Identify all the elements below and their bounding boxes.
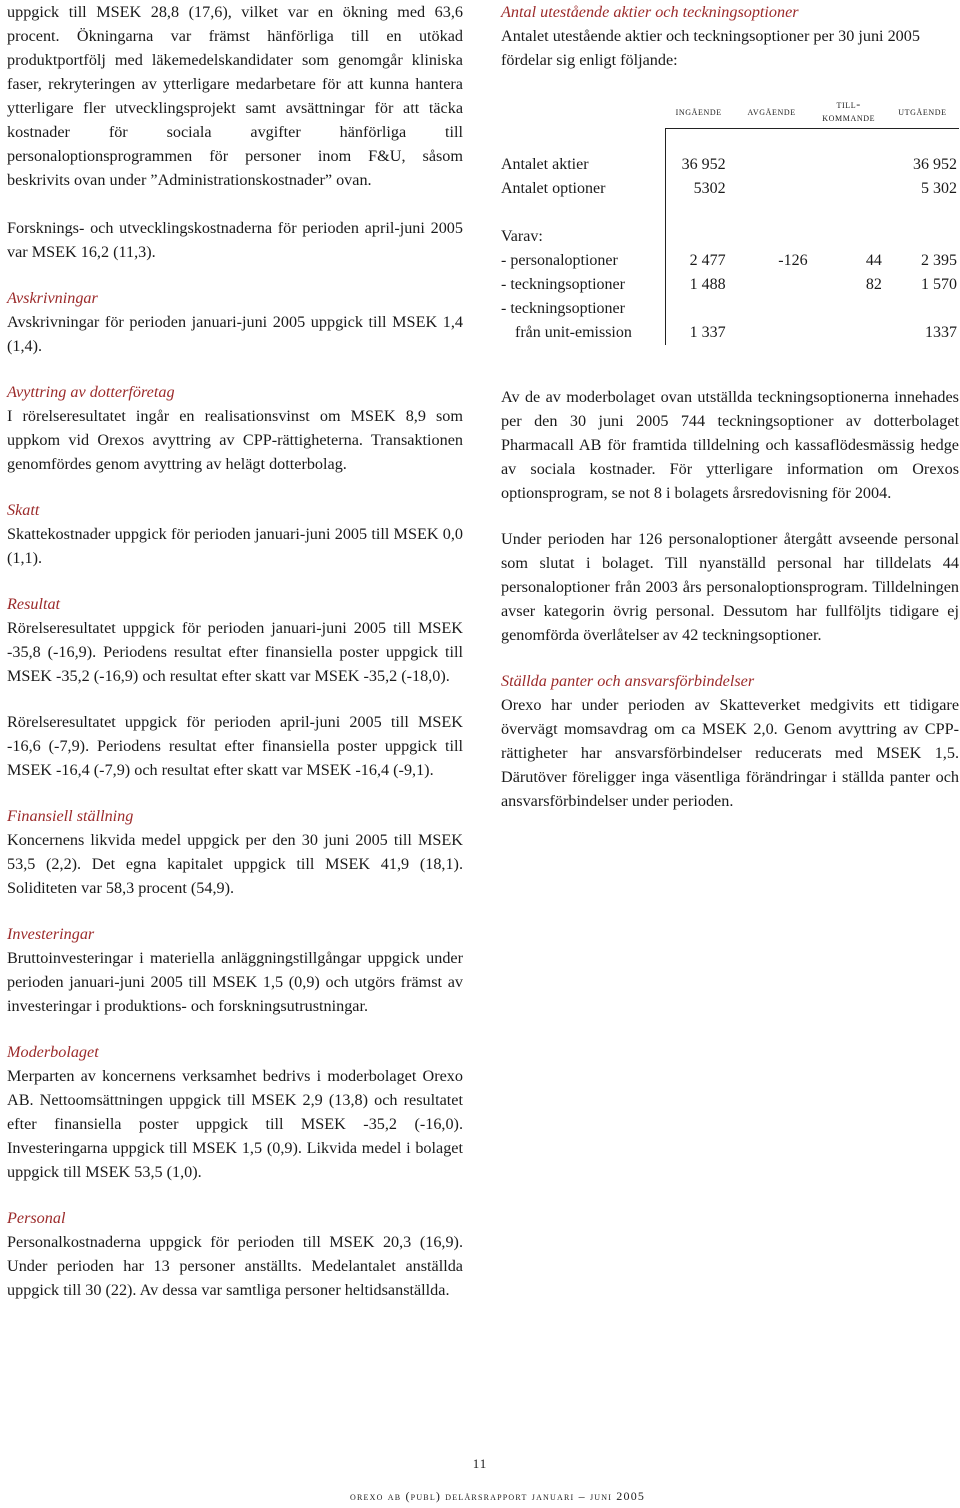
- paragraph-avskrivningar: Avskrivningar för perioden januari-juni 2005 uppgick till MSEK 1,4 (1,4).: [7, 313, 463, 355]
- table-header-row: [501, 94, 959, 129]
- paragraph-resultat-1: Rörelseresultatet uppgick för perioden januari-juni 2005 till MSEK -35,8 (-16,9). Periodens resultat efter finansiella poster uppgick till MSEK -35,2 (-16,9) och resultat efter skatt var MSEK -35,2 (-18,0).: [7, 619, 463, 685]
- heading-investeringar: Investeringar: [7, 925, 95, 943]
- page-number: 11: [472, 1456, 488, 1471]
- paragraph-investeringar: Bruttoinvesteringar i materiella anläggningstillgångar uppgick under perioden januari-juni 2005 till MSEK 1,5 (0,9) och utgörs främst av investeringar i produktions- och forskningsutrustningar.: [7, 949, 463, 1015]
- table-row: - teckningsoptioner: [501, 297, 959, 321]
- heading-personal: Personal: [7, 1209, 66, 1227]
- heading-skatt: Skatt: [7, 501, 40, 519]
- heading-avyttring: Avyttring av dotterföretag: [7, 383, 175, 401]
- table-row: Varav:: [501, 225, 959, 249]
- paragraph-finansiell-stallning: Koncernens likvida medel uppgick per den 30 juni 2005 till MSEK 53,5 (2,2). Det egna kapitalet uppgick till MSEK 41,9 (18,1). Soliditeten var 58,3 procent (54,9).: [7, 831, 463, 897]
- heading-antal-aktier: Antal utestående aktier och teckningsoptioner: [501, 3, 799, 21]
- col-tillkommande: till- kommande: [812, 94, 886, 129]
- right-column: [501, 0, 959, 813]
- paragraph-antal-aktier: Antalet utestående aktier och teckningsoptioner per 30 juni 2005 fördelar sig enligt följande:: [501, 27, 920, 69]
- table-row: från unit-emission 1 337 1337: [501, 321, 959, 345]
- paragraph-skatt: Skattekostnader uppgick för perioden januari-juni 2005 till MSEK 0,0 (1,1).: [7, 525, 463, 567]
- paragraph-moderbolaget: Merparten av koncernens verksamhet bedrivs i moderbolaget Orexo AB. Nettoomsättningen uppgick till MSEK 2,9 (13,8) och resultatet efter finansiella poster uppgick till MSEK -35,2 (-16,0). Investeringarna uppgick till MSEK 1,5 (0,9). Likvida medel i bolaget uppgick till MSEK 53,5 (1,0).: [7, 1067, 463, 1181]
- paragraph-rd-april-june: Forsknings- och utvecklingskostnaderna för perioden april-juni 2005 var MSEK 16,2 (11,3).: [7, 219, 463, 261]
- heading-finansiell-stallning: Finansiell ställning: [7, 807, 134, 825]
- footer: orexo ab (publ) delårsrapport januari – juni 2005: [350, 1489, 646, 1503]
- paragraph-personal: Personalkostnaderna uppgick för perioden till MSEK 20,3 (16,9). Under perioden har 13 personer anställts. Medelantalet anställda uppgick till 30 (22). Av dessa var samtliga personer heltidsanställda.: [7, 1233, 463, 1299]
- options-table: [501, 94, 959, 345]
- heading-stallda-panter: Ställda panter och ansvarsförbindelser: [501, 672, 755, 690]
- table-row: Antalet optioner 5302 5 302: [501, 177, 959, 201]
- paragraph-teckningsoptioner: Av de av moderbolaget ovan utställda teckningsoptionerna innehades per den 30 juni 2005 744 teckningsoptioner av dotterbolaget Pharmacall AB för framtida tilldelning och kassaflödesmässig hedge av sociala kostnader. För ytterligare information om Orexos optionsprogram, se not 8 i bolagets årsredovisning för 2004.: [501, 388, 959, 502]
- col-ingaende: ingående: [666, 94, 732, 129]
- heading-resultat: Resultat: [7, 595, 61, 613]
- paragraph-stallda-panter: Orexo har under perioden av Skatteverket medgivits ett tidigare övervägt momsavdrag om ca MSEK 2,0. Genom avyttring av CPP-rättigheter har ansvarsförbindelser reducerats med MSEK 1,5. Därutöver föreligger inga väsentliga förändringar i ställda panter och ansvarsförbindelser under perioden.: [501, 696, 959, 810]
- table-row: Antalet aktier 36 952 36 952: [501, 153, 959, 177]
- paragraph-resultat-2: Rörelseresultatet uppgick för perioden april-juni 2005 till MSEK -16,6 (-7,9). Periodens resultat efter finansiella poster uppgick till MSEK -16,4 (-7,9) och resultat efter skatt var MSEK -16,4 (-9,1).: [7, 713, 463, 779]
- left-column: [7, 0, 463, 1302]
- paragraph-rd-costs: uppgick till MSEK 28,8 (17,6), vilket var en ökning med 63,6 procent. Ökningarna var främst hänförliga till en utökad produktportfölj med läkemedelskandidater som genomgår kliniska faser, rekryteringen av ytterligare medarbetare för att kunna hantera ytterligare fler utvecklingsprojekt samt avsättningar för att täcka kostnader för sociala avgifter hänförliga till personaloptionsprogrammen för personer inom F&U, såsom beskrivits ovan under ”Administrationskostnader” ovan.: [7, 3, 463, 189]
- col-utgaende: utgående: [886, 94, 959, 129]
- heading-avskrivningar: Avskrivningar: [7, 289, 98, 307]
- col-avgaende: avgående: [732, 94, 812, 129]
- heading-moderbolaget: Moderbolaget: [7, 1043, 99, 1061]
- table-row: - personaloptioner 2 477 -126 44 2 395: [501, 249, 959, 273]
- paragraph-personaloptioner: Under perioden har 126 personaloptioner återgått avseende personal som slutat i bolaget. Till nyanställd personal har tilldelats 44 personaloptioner från 2003 års personaloptionsprogram. Tilldelningen avser kategorin övrig personal. Dessutom har fullföljts tidigare ej genomförda överlåtelser av 42 teckningsoptioner.: [501, 530, 959, 644]
- table-row: - teckningsoptioner 1 488 82 1 570: [501, 273, 959, 297]
- paragraph-avyttring: I rörelseresultatet ingår en realisationsvinst om MSEK 8,9 som uppkom vid Orexos avyttring av CPP-rättigheterna. Transaktionen genomfördes genom avyttring av helägt dotterbolag.: [7, 407, 463, 473]
